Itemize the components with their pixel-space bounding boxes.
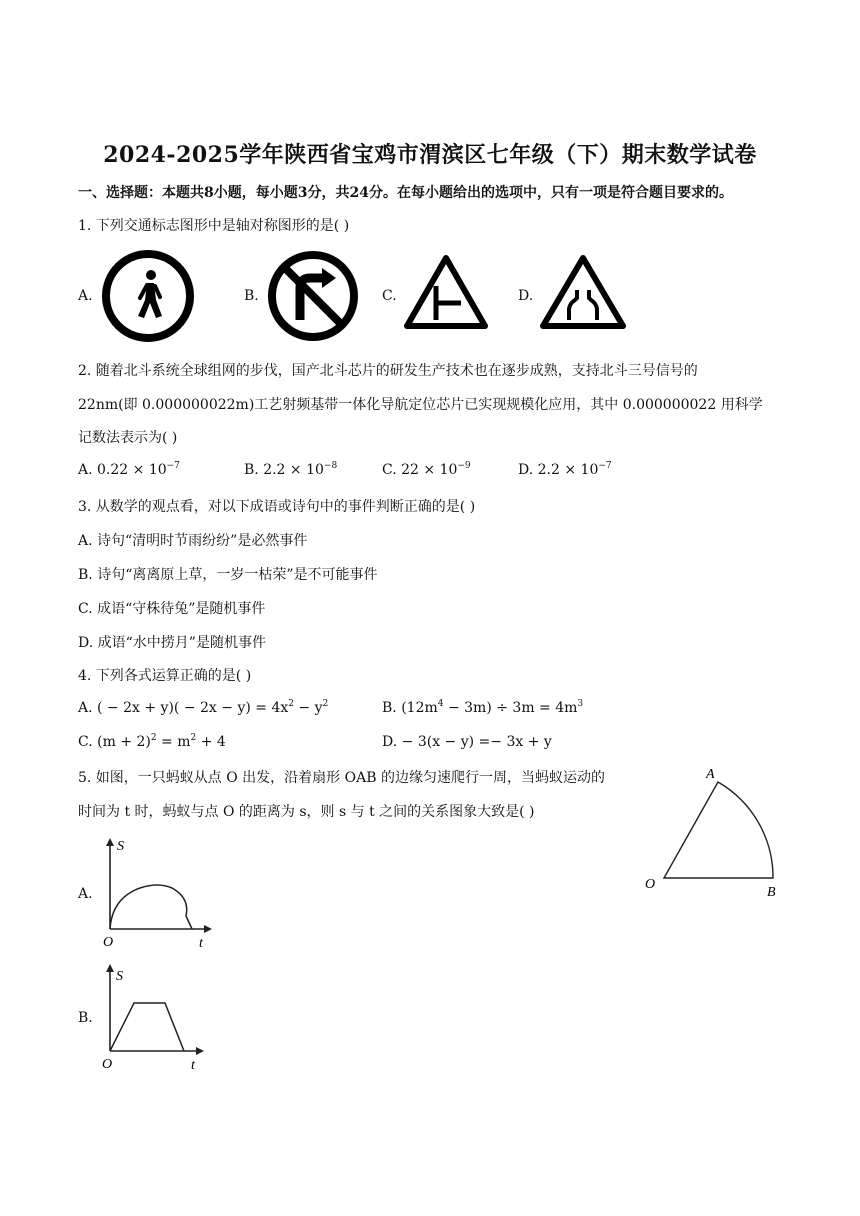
- no-right-turn-sign-icon: [266, 248, 362, 344]
- point-b-label: B: [767, 885, 776, 900]
- section-heading: 一、选择题：本题共8小题，每小题3分，共24分。在每小题给出的选项中，只有一项是符合题目要求的。: [78, 185, 733, 201]
- page-title: 2024-2025学年陕西省宝鸡市渭滨区七年级（下）期末数学试卷: [103, 142, 757, 168]
- q2-option-b: B. $2.2 \times 10^{-8}$: [244, 461, 338, 478]
- q4-option-c: C. $(m + 2)^2 = m^2 + 4$: [78, 733, 226, 750]
- pedestrian-sign-icon: [100, 248, 196, 344]
- q4-option-a: A. ( − $2x + y)( - 2x - y) = 4x^2 - y^2$: [78, 699, 329, 716]
- point-o-label: O: [645, 877, 656, 892]
- question-2-line-3: 记数法表示为( ): [78, 430, 178, 446]
- q3-option-b: B. 诗句“离离原上草，一岁一枯荣”是不可能事件: [78, 567, 378, 583]
- question-5-line-2: 时间为 t 时，蚂蚁与点 O 的距离为 s，则 s 与 t 之间的关系图象大致是( ): [78, 804, 535, 820]
- q5-graph-b: [100, 960, 220, 1076]
- q5-option-a-label: A.: [78, 886, 93, 902]
- q5-option-b-label: B.: [78, 1010, 93, 1026]
- q1-option-d-label: D.: [518, 288, 534, 304]
- q2-option-a: A. $0.22 \times 10^{-7}$: [78, 461, 180, 478]
- q1-option-b-label: B.: [244, 288, 259, 304]
- question-2-line-1: 2. 随着北斗系统全球组网的步伐，国产北斗芯片的研发生产技术也在逐步成熟，支持北斗三号信号的: [78, 363, 698, 379]
- q3-option-c: C. 成语“守株待兔”是随机事件: [78, 601, 266, 617]
- q1-option-a-label: A.: [78, 288, 93, 304]
- q3-option-a: A. 诗句“清明时节雨纷纷”是必然事件: [78, 533, 308, 549]
- road-narrows-sign-icon: [539, 252, 629, 334]
- graph-a-x-label: t: [199, 936, 203, 951]
- graph-b-y-label: S: [116, 969, 123, 984]
- question-2-line-2: 22nm(即 0.000000022m)工艺射频基带一体化导航定位芯片已实现规模化应用，其中 0.000000022 用科学: [78, 397, 763, 413]
- point-a-label: A: [706, 767, 715, 782]
- q5-graph-a: [100, 836, 220, 954]
- question-3-stem: 3. 从数学的观点看，对以下成语或诗句中的事件判断正确的是( ): [78, 499, 476, 515]
- question-5-line-1: 5. 如图，一只蚂蚁从点 O 出发，沿着扇形 OAB 的边缘匀速爬行一周，当蚂蚁运动的: [78, 770, 605, 786]
- t-junction-sign-icon: [403, 252, 491, 334]
- sector-oab-figure: [640, 762, 790, 902]
- q3-option-d: D. 成语“水中捞月”是随机事件: [78, 635, 266, 651]
- question-4-stem: 4. 下列各式运算正确的是( ): [78, 668, 252, 684]
- q2-option-c: C. $22 \times 10^{-9}$: [382, 461, 471, 478]
- q4-option-b: B. $(12m^4 - 3m) \div 3m = 4m^3$: [382, 699, 584, 716]
- q4-option-d: D. − 3(x − y) =− 3x + y: [382, 734, 552, 750]
- q2-option-d: D. $2.2 \times 10^{-7}$: [518, 461, 612, 478]
- graph-a-origin-label: O: [103, 935, 114, 950]
- graph-b-x-label: t: [191, 1058, 195, 1073]
- graph-a-y-label: S: [117, 839, 124, 854]
- question-1-stem: 1. 下列交通标志图形中是轴对称图形的是( ): [78, 218, 350, 234]
- q1-option-c-label: C.: [382, 288, 397, 304]
- graph-b-origin-label: O: [102, 1057, 113, 1072]
